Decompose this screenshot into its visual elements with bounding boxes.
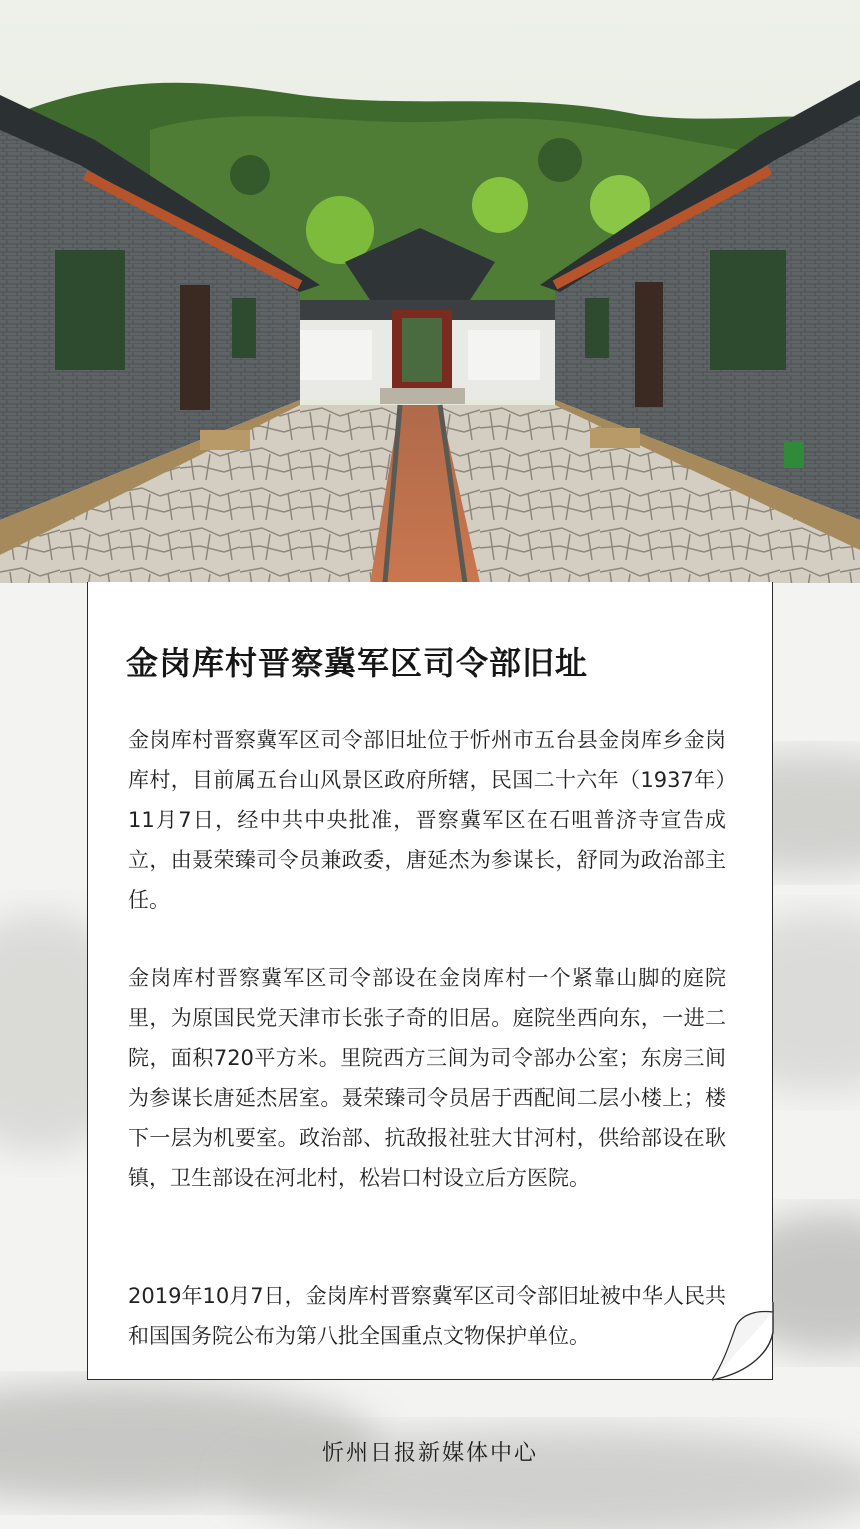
article-title: 金岗库村晋察冀军区司令部旧址 bbox=[126, 644, 589, 682]
hero-photo bbox=[0, 0, 860, 583]
publisher-footer: 忻州日报新媒体中心 bbox=[321, 1441, 538, 1466]
article-paragraph-1: 金岗库村晋察冀军区司令部旧址位于忻州市五台县金岗库乡金岗库村，目前属五台山风景区政府所辖，民国二十六年（1937年）11月7日，经中共中央批准，晋察冀军区在石咀普济寺宣告成立，由聂荣臻司令员兼政委，唐延杰为参谋长，舒同为政治部主任。 bbox=[128, 728, 726, 912]
courtyard-photo-icon bbox=[0, 0, 860, 583]
article-paragraph-2: 金岗库村晋察冀军区司令部设在金岗库村一个紧靠山脚的庭院里，为原国民党天津市长张子奇的旧居。庭院坐西向东，一进二院，面积720平方米。里院西方三间为司令部办公室；东房三间为参谋长唐延杰居室。聂荣臻司令员居于西配间二层小楼上；楼下一层为机要室。政治部、抗敌报社驻大甘河村，供给部设在耿镇，卫生部设在河北村，松岩口村设立后方医院。 bbox=[128, 966, 726, 1190]
article-paragraph-3: 2019年10月7日，金岗库村晋察冀军区司令部旧址被中华人民共和国国务院公布为第八批全国重点文物保护单位。 bbox=[128, 1284, 726, 1348]
